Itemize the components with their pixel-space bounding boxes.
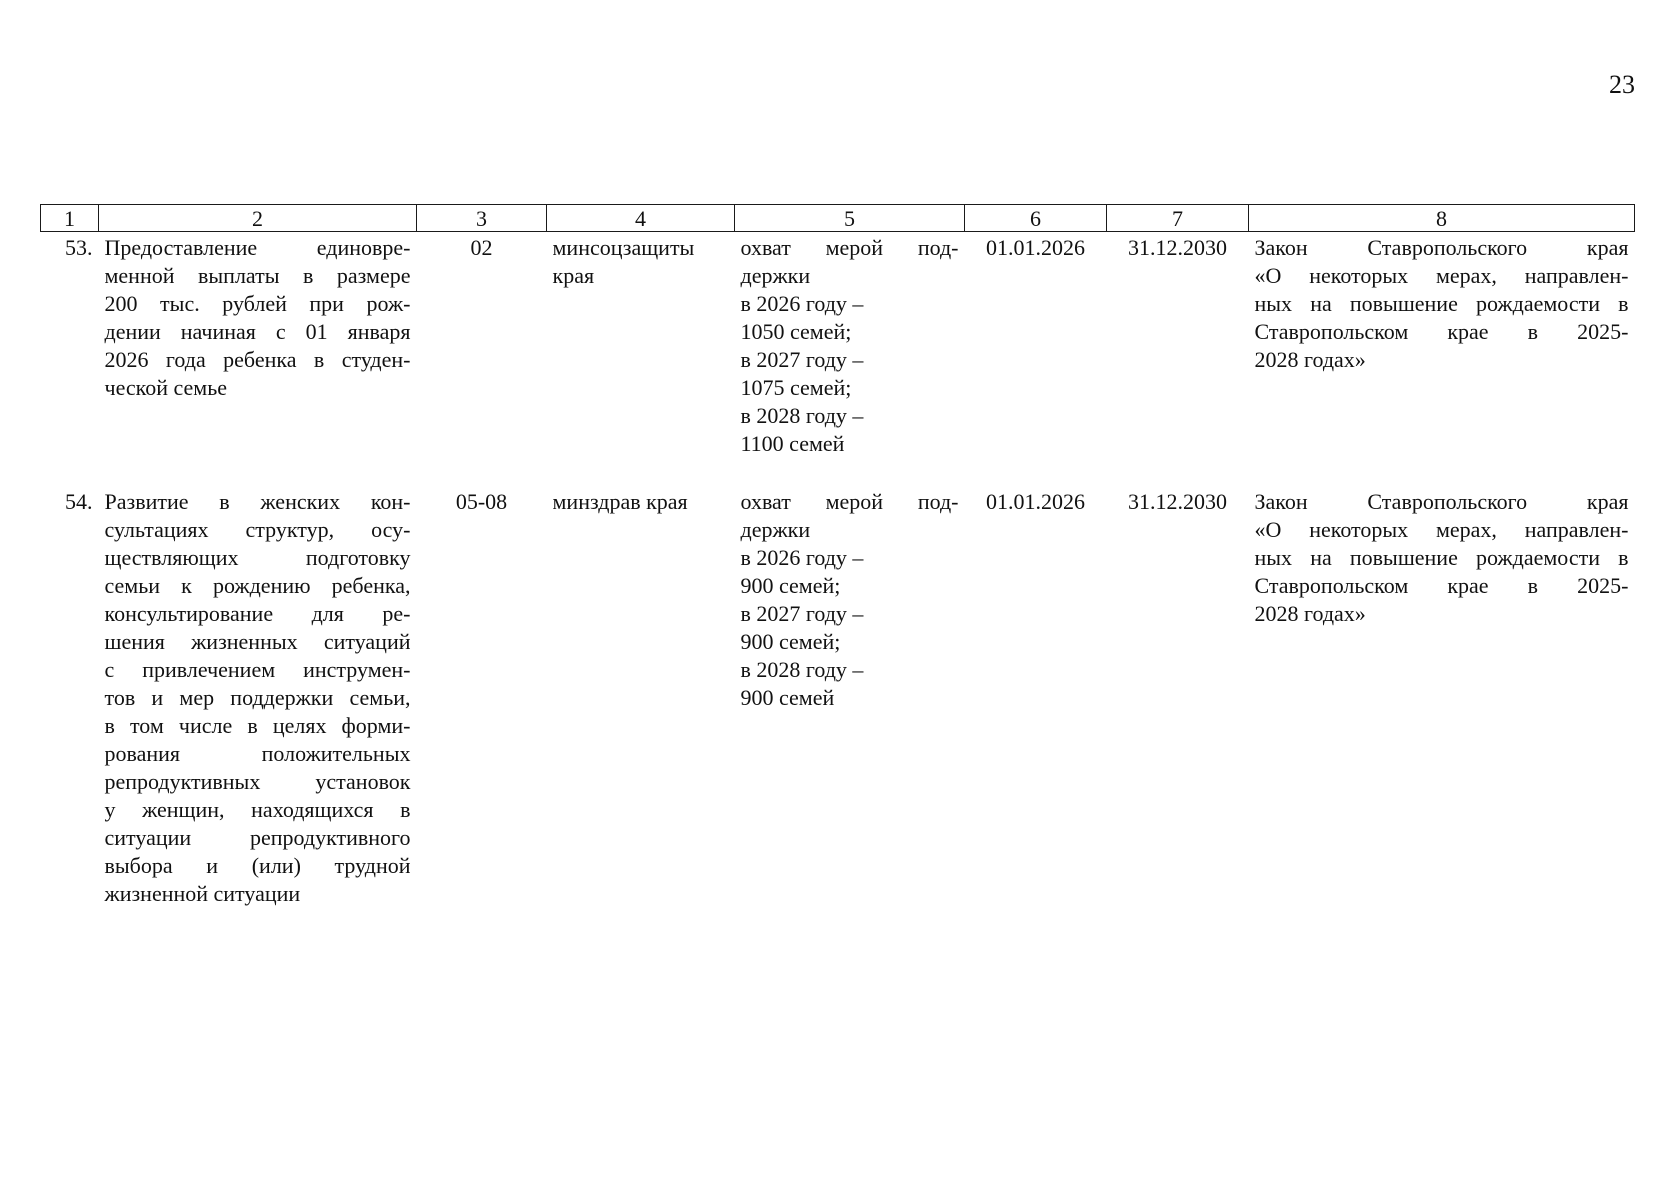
description-line: сультациях структур, осу- — [104, 517, 411, 542]
legal-basis — [1249, 488, 1635, 908]
start-date: 01.01.2026 — [986, 489, 1085, 514]
description-line: Предоставление единовре- — [104, 235, 411, 260]
responsible-executor — [547, 488, 735, 908]
basis-line: Закон Ставропольского края — [1254, 489, 1629, 514]
basis-line: «О некоторых мерах, направлен- — [1254, 263, 1629, 288]
end-date: 31.12.2030 — [1128, 489, 1227, 514]
column-header-1: 1 — [41, 205, 99, 232]
column-header-6: 6 — [965, 205, 1107, 232]
column-header-2: 2 — [99, 205, 417, 232]
executor-line: минсоцзащиты — [552, 235, 695, 260]
indicator-line: в 2026 году – — [740, 545, 864, 570]
table-row — [41, 232, 1635, 489]
basis-line: ных на повышение рождаемости в — [1254, 545, 1629, 570]
basis-line: Закон Ставропольского края — [1254, 235, 1629, 260]
indicator-line: 900 семей; — [740, 629, 841, 654]
description-line: в том числе в целях форми- — [104, 713, 411, 738]
measure-description — [99, 232, 417, 489]
measure-code: 05-08 — [455, 489, 508, 514]
column-header-5: 5 — [735, 205, 965, 232]
basis-line: 2028 годах» — [1254, 601, 1366, 626]
measure-description — [99, 488, 417, 908]
basis-line: 2028 годах» — [1254, 347, 1366, 372]
indicator-line: охват мерой под- — [740, 235, 959, 260]
target-indicator — [735, 232, 965, 489]
row-number: 54. — [65, 489, 93, 514]
indicator-line: 1075 семей; — [740, 375, 852, 400]
basis-line: Ставропольском крае в 2025- — [1254, 319, 1629, 344]
responsible-executor — [547, 232, 735, 489]
measures-table — [40, 204, 1635, 908]
description-line: с привлечением инструмен- — [104, 657, 411, 682]
column-header-8: 8 — [1249, 205, 1635, 232]
executor-line: края — [552, 263, 595, 288]
description-line: 200 тыс. рублей при рож- — [104, 291, 411, 316]
description-line: тов и мер поддержки семьи, — [104, 685, 411, 710]
executor-line: минздрав края — [552, 489, 688, 514]
column-number-header-row — [41, 205, 1635, 232]
description-line: ществляющих подготовку — [104, 545, 411, 570]
end-date: 31.12.2030 — [1128, 235, 1227, 260]
basis-line: ных на повышение рождаемости в — [1254, 291, 1629, 316]
column-header-7: 7 — [1107, 205, 1249, 232]
page-number: 23 — [1609, 70, 1635, 99]
description-line: рования положительных — [104, 741, 411, 766]
column-header-3: 3 — [417, 205, 547, 232]
indicator-line: в 2028 году – — [740, 403, 864, 428]
column-header-4: 4 — [547, 205, 735, 232]
description-line: репродуктивных установок — [104, 769, 411, 794]
basis-line: Ставропольском крае в 2025- — [1254, 573, 1629, 598]
description-line: семьи к рождению ребенка, — [104, 573, 411, 598]
indicator-line: 1100 семей — [740, 431, 845, 456]
indicator-line: 900 семей; — [740, 573, 841, 598]
measure-code: 02 — [470, 235, 493, 260]
description-line: консультирование для ре- — [104, 601, 411, 626]
description-line: ситуации репродуктивного — [104, 825, 411, 850]
indicator-line: охват мерой под- — [740, 489, 959, 514]
legal-basis — [1249, 232, 1635, 489]
row-number: 53. — [65, 235, 93, 260]
indicator-line: в 2027 году – — [740, 601, 864, 626]
indicator-line: держки — [740, 263, 811, 288]
description-line: ческой семье — [104, 375, 228, 400]
description-line: шения жизненных ситуаций — [104, 629, 411, 654]
description-line: выбора и (или) трудной — [104, 853, 411, 878]
basis-line: «О некоторых мерах, направлен- — [1254, 517, 1629, 542]
indicator-line: в 2026 году – — [740, 291, 864, 316]
start-date: 01.01.2026 — [986, 235, 1085, 260]
indicator-line: в 2028 году – — [740, 657, 864, 682]
table-row — [41, 488, 1635, 908]
indicator-line: 900 семей — [740, 685, 835, 710]
indicator-line: держки — [740, 517, 811, 542]
description-line: Развитие в женских кон- — [104, 489, 411, 514]
description-line: у женщин, находящихся в — [104, 797, 411, 822]
description-line: менной выплаты в размере — [104, 263, 411, 288]
indicator-line: 1050 семей; — [740, 319, 852, 344]
indicator-line: в 2027 году – — [740, 347, 864, 372]
target-indicator — [735, 488, 965, 908]
description-line: 2026 года ребенка в студен- — [104, 347, 411, 372]
description-line: жизненной ситуации — [104, 881, 301, 906]
description-line: дении начиная с 01 января — [104, 319, 411, 344]
